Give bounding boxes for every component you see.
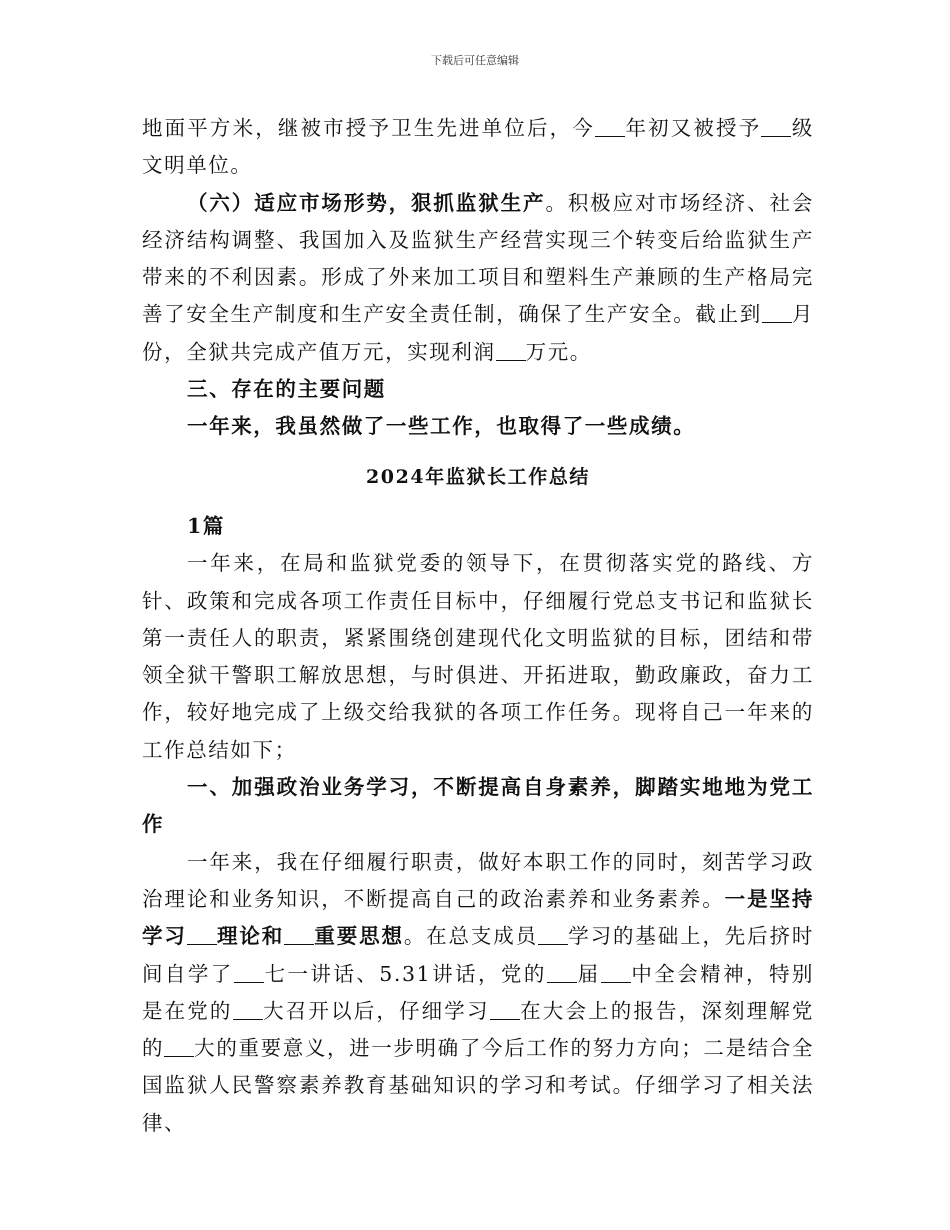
paragraph-bold-summary: 一年来，我虽然做了一些工作，也取得了一些成绩。	[187, 414, 696, 439]
chapter-label: 1篇	[187, 513, 225, 538]
blank-underline	[164, 1036, 194, 1057]
text-run: 。积极应对市场经济、社会经济结构调整、我国加入及监狱生产经营实现三个转变后给监狱生产带来的不利因素。形成了外来加工项目和塑料生产兼顾的生产格局完善了安全生产制度和生产安全责任制，确保了生产安全。截止到	[142, 190, 814, 327]
blank-underline	[490, 999, 520, 1020]
text-run: 万元。	[525, 339, 592, 364]
text-run: 一年来，我在仔细履行职责，做好本职工作的同时，刻苦学习政治理论和业务知识，不断提高自己的政治素养和业务素养。	[142, 849, 814, 911]
bold-run: 一是坚持学习	[142, 886, 814, 949]
blank-underline	[233, 999, 263, 1020]
text-run: 地面平方米，继被市授予卫生先进单位后，今	[142, 116, 595, 140]
blank-underline	[234, 962, 264, 983]
blank-underline	[284, 924, 314, 945]
document-title: 2024年监狱长工作总结	[365, 465, 591, 488]
text-run: 大召开以后，仔细学习	[262, 998, 490, 1023]
text-run: 在大会上的报告，深刻理解党的	[142, 998, 815, 1061]
section-heading-inline: （六）适应市场形势，狠抓监狱生产	[187, 190, 546, 215]
text-run: 级文明单位。	[142, 116, 814, 178]
paragraph-production	[142, 185, 814, 371]
paragraph-study	[142, 844, 814, 1142]
blank-underline	[595, 116, 625, 137]
blank-underline	[496, 340, 526, 361]
text-run: 大的重要意义，进一步明确了今后工作的努力方向；二是结合全国监狱人民警察素养教育基础知识的学习和考试。仔细学习了相关法律、	[142, 1036, 814, 1135]
section-heading-study: 一、加强政治业务学习，不断提高自身素养，脚踏实地地为党工作	[142, 775, 814, 837]
text-run: 中全会精神，特别是在党的	[142, 961, 814, 1023]
text-run: 。在总支成员	[403, 924, 538, 949]
text-run: 七一讲话、5.31讲话，党的	[263, 961, 547, 986]
bold-run: 理论和	[216, 924, 285, 949]
blank-underline	[547, 962, 577, 983]
text-run: 年初又被授予	[624, 116, 762, 140]
text-run: 月份，全狱共完成产值万元，实现利润	[142, 302, 814, 364]
paragraph-intro: 一年来，在局和监狱党委的领导下，在贯彻落实党的路线、方针、政策和完成各项工作责任目标中，仔细履行党总支书记和监狱长第一责任人的职责，紧紧围绕创建现代化文明监狱的目标，团结和带领全狱干警职工解放思想，与时俱进、开拓进取，勤政廉政，奋力工作，较好地完成了上级交给我狱的各项工作任务。现将自己一年来的工作总结如下；	[142, 551, 814, 762]
paragraph-continuation	[142, 110, 814, 185]
blank-underline	[601, 962, 631, 983]
blank-underline	[187, 924, 217, 945]
blank-underline	[538, 924, 568, 945]
document-body	[142, 110, 814, 1142]
text-run: 学习的基础上，先后挤时间自学了	[142, 924, 814, 986]
text-run: 届	[576, 961, 601, 986]
blank-underline	[761, 116, 791, 137]
blank-underline	[762, 302, 792, 323]
bold-run: 重要思想	[314, 924, 404, 949]
page-header: 下载后可任意编辑	[431, 54, 519, 67]
section-heading-problems: 三、存在的主要问题	[187, 377, 386, 402]
